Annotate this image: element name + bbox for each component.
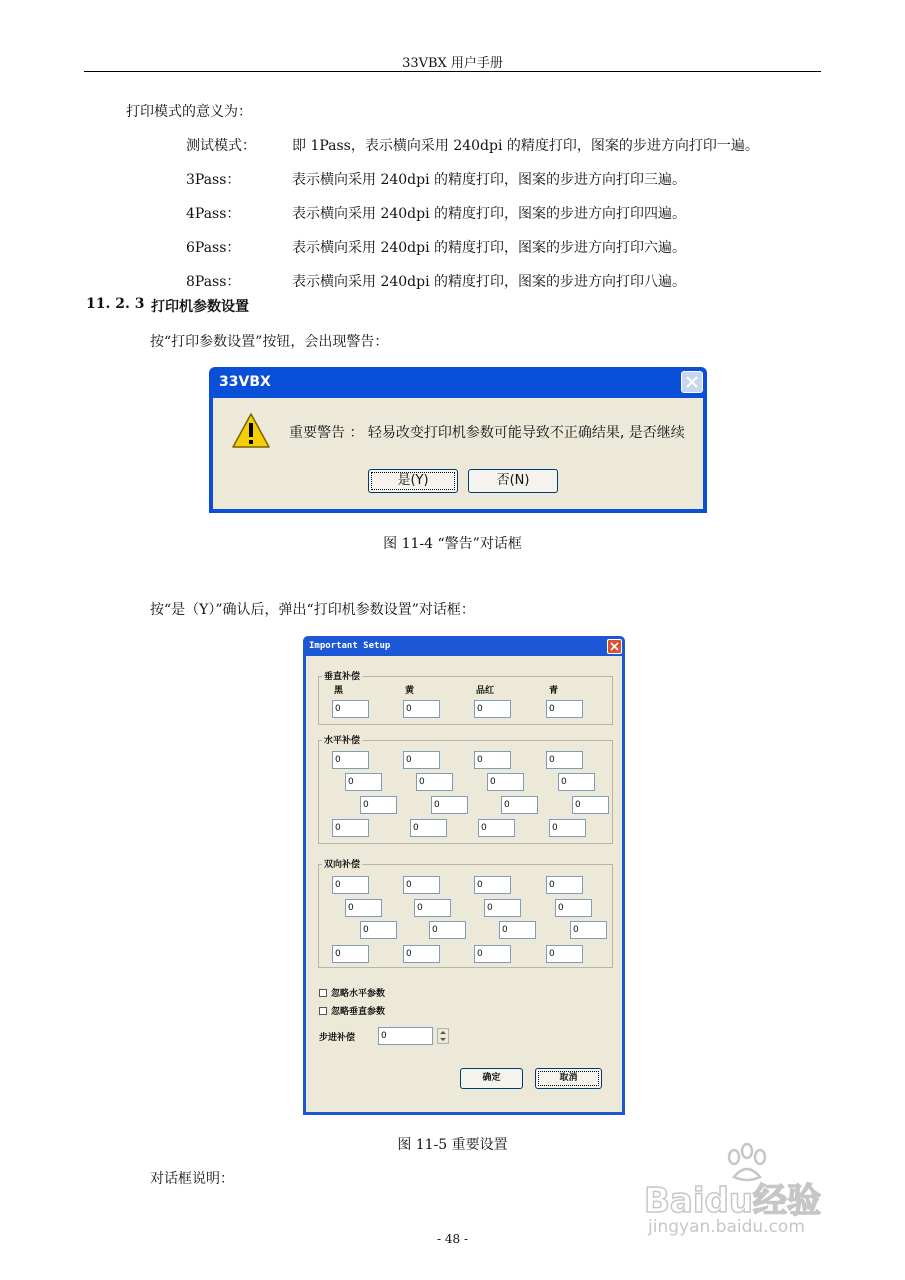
- horizontal-input[interactable]: 0: [549, 819, 586, 837]
- bidirectional-input[interactable]: 0: [499, 921, 536, 939]
- bidirectional-input[interactable]: 0: [474, 876, 511, 894]
- vertical-input[interactable]: 0: [403, 700, 440, 718]
- bidirectional-input[interactable]: 0: [332, 945, 369, 963]
- ignore-horizontal-checkbox[interactable]: [319, 989, 327, 997]
- ignore-vertical-checkbox[interactable]: [319, 1007, 327, 1015]
- step-compensation-label: 步进补偿: [319, 1033, 356, 1043]
- yes-button[interactable]: 是(Y): [368, 469, 458, 493]
- bidirectional-input[interactable]: 0: [546, 876, 583, 894]
- page-header-title: 33VBX 用户手册: [402, 56, 503, 71]
- no-button[interactable]: 否(N): [468, 469, 558, 493]
- mode-label: 4Pass：: [186, 206, 241, 222]
- warning-dialog-title: 33VBX: [219, 374, 271, 390]
- horizontal-input[interactable]: 0: [332, 751, 369, 769]
- mode-desc: 表示横向采用 240dpi 的精度打印，图案的步进方向打印六遍。: [292, 240, 687, 256]
- mode-label: 测试模式：: [186, 138, 256, 154]
- cancel-button[interactable]: 取消: [535, 1068, 602, 1089]
- color-label: 黄: [405, 686, 415, 696]
- header-rule: [84, 71, 821, 72]
- warning-icon: [231, 412, 271, 450]
- bidirectional-input[interactable]: 0: [360, 921, 397, 939]
- bidirectional-input[interactable]: 0: [414, 899, 451, 917]
- warning-dialog: [209, 367, 707, 513]
- horizontal-input[interactable]: 0: [572, 796, 609, 814]
- bidirectional-input[interactable]: 0: [332, 876, 369, 894]
- horizontal-input[interactable]: 0: [474, 751, 511, 769]
- mode-label: 6Pass：: [186, 240, 241, 256]
- warning-message: 重要警告 ： 轻易改变打印机参数可能导致不正确结果, 是否继续: [289, 425, 685, 441]
- warning-dialog-body: [213, 398, 703, 509]
- group-label: 双向补偿: [322, 857, 362, 870]
- figure-caption: 图 11-5 重要设置: [397, 1137, 508, 1153]
- mode-desc: 表示横向采用 240dpi 的精度打印，图案的步进方向打印八遍。: [292, 274, 687, 290]
- spinner-icon[interactable]: [437, 1028, 449, 1044]
- bidirectional-input[interactable]: 0: [403, 945, 440, 963]
- horizontal-input[interactable]: 0: [487, 773, 524, 791]
- section-title: 打印机参数设置: [151, 299, 249, 315]
- bidirectional-input[interactable]: 0: [474, 945, 511, 963]
- mode-desc: 表示横向采用 240dpi 的精度打印，图案的步进方向打印四遍。: [292, 206, 687, 222]
- vertical-input[interactable]: 0: [546, 700, 583, 718]
- color-label: 青: [549, 686, 559, 696]
- horizontal-input[interactable]: 0: [501, 796, 538, 814]
- mode-label: 8Pass：: [186, 274, 241, 290]
- setup-dialog-title: Important Setup: [309, 641, 391, 651]
- figure-caption: 图 11-4 “警告”对话框: [383, 536, 522, 552]
- paragraph: 按“是（Y）”确认后，弹出“打印机参数设置”对话框：: [150, 602, 475, 618]
- horizontal-input[interactable]: 0: [403, 751, 440, 769]
- vertical-input[interactable]: 0: [332, 700, 369, 718]
- mode-desc: 表示横向采用 240dpi 的精度打印，图案的步进方向打印三遍。: [292, 172, 687, 188]
- horizontal-input[interactable]: 0: [431, 796, 468, 814]
- ok-button[interactable]: 确定: [460, 1068, 523, 1089]
- section-number: 11. 2. 3: [86, 296, 145, 312]
- checkbox-label: 忽略垂直参数: [331, 1007, 386, 1017]
- step-compensation-input[interactable]: 0: [378, 1027, 433, 1045]
- baidu-watermark: [644, 1143, 854, 1243]
- bidirectional-input[interactable]: 0: [345, 899, 382, 917]
- horizontal-input[interactable]: 0: [416, 773, 453, 791]
- horizontal-input[interactable]: 0: [360, 796, 397, 814]
- bidirectional-input[interactable]: 0: [570, 921, 607, 939]
- watermark-url: jingyan.baidu.com: [648, 1217, 805, 1237]
- color-label: 品红: [476, 686, 495, 696]
- paragraph: 对话框说明：: [150, 1171, 234, 1187]
- checkbox-label: 忽略水平参数: [331, 989, 386, 999]
- important-setup-dialog: [303, 636, 625, 1115]
- close-icon[interactable]: [681, 371, 703, 393]
- color-label: 黑: [334, 686, 344, 696]
- paragraph: 按“打印参数设置”按钮，会出现警告：: [150, 334, 389, 350]
- horizontal-input[interactable]: 0: [332, 819, 369, 837]
- horizontal-input[interactable]: 0: [345, 773, 382, 791]
- bidirectional-input[interactable]: 0: [429, 921, 466, 939]
- bidirectional-input[interactable]: 0: [546, 945, 583, 963]
- vertical-input[interactable]: 0: [474, 700, 511, 718]
- setup-dialog-body: [306, 656, 622, 1112]
- bidirectional-input[interactable]: 0: [403, 876, 440, 894]
- horizontal-input[interactable]: 0: [410, 819, 447, 837]
- close-icon[interactable]: [607, 639, 622, 654]
- intro-text: 打印模式的意义为：: [126, 104, 252, 120]
- mode-desc: 即 1Pass，表示横向采用 240dpi 的精度打印，图案的步进方向打印一遍。: [292, 138, 759, 154]
- bidirectional-input[interactable]: 0: [555, 899, 592, 917]
- horizontal-input[interactable]: 0: [558, 773, 595, 791]
- bidirectional-input[interactable]: 0: [484, 899, 521, 917]
- page-number: - 48 -: [436, 1232, 468, 1246]
- horizontal-input[interactable]: 0: [546, 751, 583, 769]
- horizontal-input[interactable]: 0: [478, 819, 515, 837]
- group-label: 水平补偿: [322, 733, 362, 746]
- mode-label: 3Pass：: [186, 172, 241, 188]
- group-label: 垂直补偿: [322, 669, 362, 682]
- watermark-brand: Baidu经验: [644, 1181, 822, 1221]
